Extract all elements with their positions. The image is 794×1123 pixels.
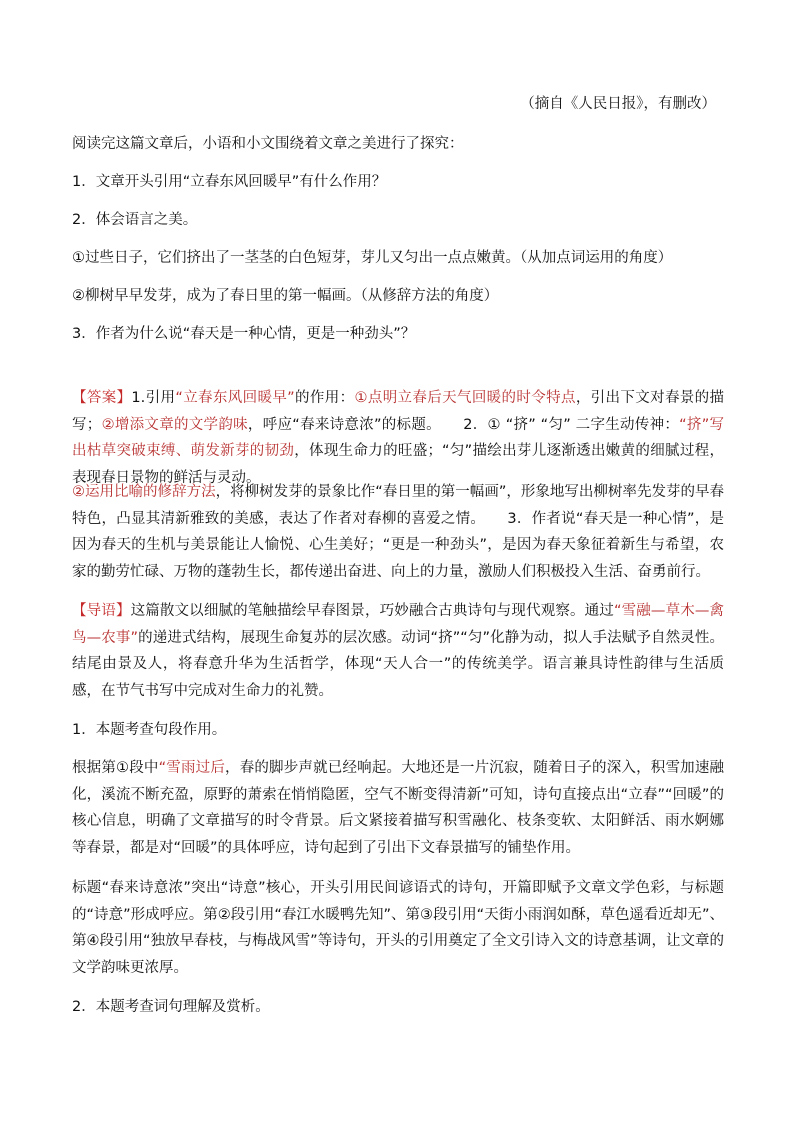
analysis-paragraph-1 (72, 755, 724, 861)
text-run: ，体现生命力的旺盛；“匀”描绘出芽儿逐渐透出嫩黄的细腻过程，表现春日景物的鲜活与灵动。 (72, 443, 724, 486)
highlighted-phrase: “雪融—草木—禽鸟—农事” (72, 603, 725, 646)
text-run: ，引出下文对春景的描写； (72, 390, 725, 433)
highlighted-phrase: “挤”写出枯草突破束缚、萌发新芽的韧劲 (72, 416, 725, 459)
guide-paragraph (72, 598, 724, 704)
question-3: 3．作者为什么说“春天是一种心情，更是一种劲头”？ (72, 326, 416, 342)
intro-text: 阅读完这篇文章后，小语和小文围绕着文章之美进行了探究： (72, 136, 464, 152)
highlighted-phrase: ②增添文章的文学韵味 (101, 416, 248, 433)
question-2-item-2: ②柳树早早发芽，成为了春日里的第一幅画。（从修辞方法的角度） (72, 288, 499, 304)
highlighted-phrase: ②运用比喻的修辞方法 (72, 484, 216, 500)
answer-paragraph-1 (72, 385, 724, 491)
highlighted-phrase: “立春东风回暖早” (175, 390, 295, 406)
answer-p1-body (72, 390, 724, 486)
analysis-heading-1: 1．本题考查句段作用。 (72, 722, 227, 738)
question-2-item-1: ①过些日子，它们挤出了一茎茎的白色短芽，芽儿又匀出一点点嫩黄。（从加点词运用的角度） (72, 250, 673, 266)
source-note: （摘自《人民日报》，有删改） (520, 96, 716, 112)
text-run: 这篇散文以细腻的笔触描绘早春图景，巧妙融合古典诗句与现代观察。通过 (130, 603, 614, 619)
highlighted-phrase: ①点明立春后天气回暖的时令特点 (354, 390, 576, 406)
text-run: ，呼应“春来诗意浓”的标题。 2．① “挤” “匀” 二字生动传神： (247, 416, 680, 433)
text-run: 根据第①段中 (72, 760, 159, 776)
answer-tag: 【答案】 (72, 390, 132, 406)
text-run: 的递进式结构，展现生命复苏的层次感。动词“挤”“匀”化静为动，拟人手法赋予自然灵性。结尾由景及人，将春意升华为生活哲学，体现“天人合一”的传统美学。语言兼具诗性韵律与生活质感，在节气书写中完成对生命力的礼赞。 (72, 629, 724, 699)
text-run: 的作用： (294, 390, 355, 406)
text-run: ，将柳树发芽的景象比作“春日里的第一幅画”，形象地写出柳树率先发芽的早春特色，凸显其清新雅致的美感，表达了作者对春柳的喜爱之情。 3．作者说“春天是一种心情”，是因为春天的生机与美景能让人愉悦、心生美好；“更是一种劲头”，是因为春天象征着新生与希望，农家的勤劳忙碌、万物的蓬勃生长，都传递出奋进、向上的力量，激励人们积极投入生活、奋勇前行。 (72, 484, 724, 580)
highlighted-phrase: “雪雨过后 (158, 760, 226, 776)
question-1: 1．文章开头引用“立春东风回暖早”有什么作用？ (72, 174, 387, 190)
analysis-heading-2: 2．本题考查词句理解及赏析。 (72, 999, 270, 1015)
text-run: ，春的脚步声就已经响起。大地还是一片沉寂，随着日子的深入，积雪加速融化，溪流不断充盈，原野的萧索在悄悄隐匿，空气不断变得清新”可知，诗句直接点出“立春”“回暖”的核心信息，明确了文章描写的时令背景。后文紧接着描写积雪融化、枝条变软、太阳鲜活、雨水婀娜等春景，都是对“回暖”的具体呼应，诗句起到了引出下文春景描写的铺垫作用。 (72, 760, 725, 856)
analysis-paragraph-2: 标题“春来诗意浓”突出“诗意”核心，开头引用民间谚语式的诗句，开篇即赋予文章文学色彩，与标题的“诗意”形成呼应。第②段引用“春江水暖鸭先知”、第③段引用“天街小雨润如酥，草色遥看近却无”、第④段引用“独放早春枝，与梅战风雪”等诗句，开头的引用奠定了全文引诗入文的诗意基调，让文章的文学韵味更浓厚。 (72, 880, 724, 976)
guide-p1-body (72, 603, 724, 699)
text-run: 1.引用 (131, 390, 176, 406)
question-2: 2．体会语言之美。 (72, 212, 198, 228)
answer-paragraph-2 (72, 479, 724, 585)
guide-tag: 【导语】 (72, 603, 131, 619)
